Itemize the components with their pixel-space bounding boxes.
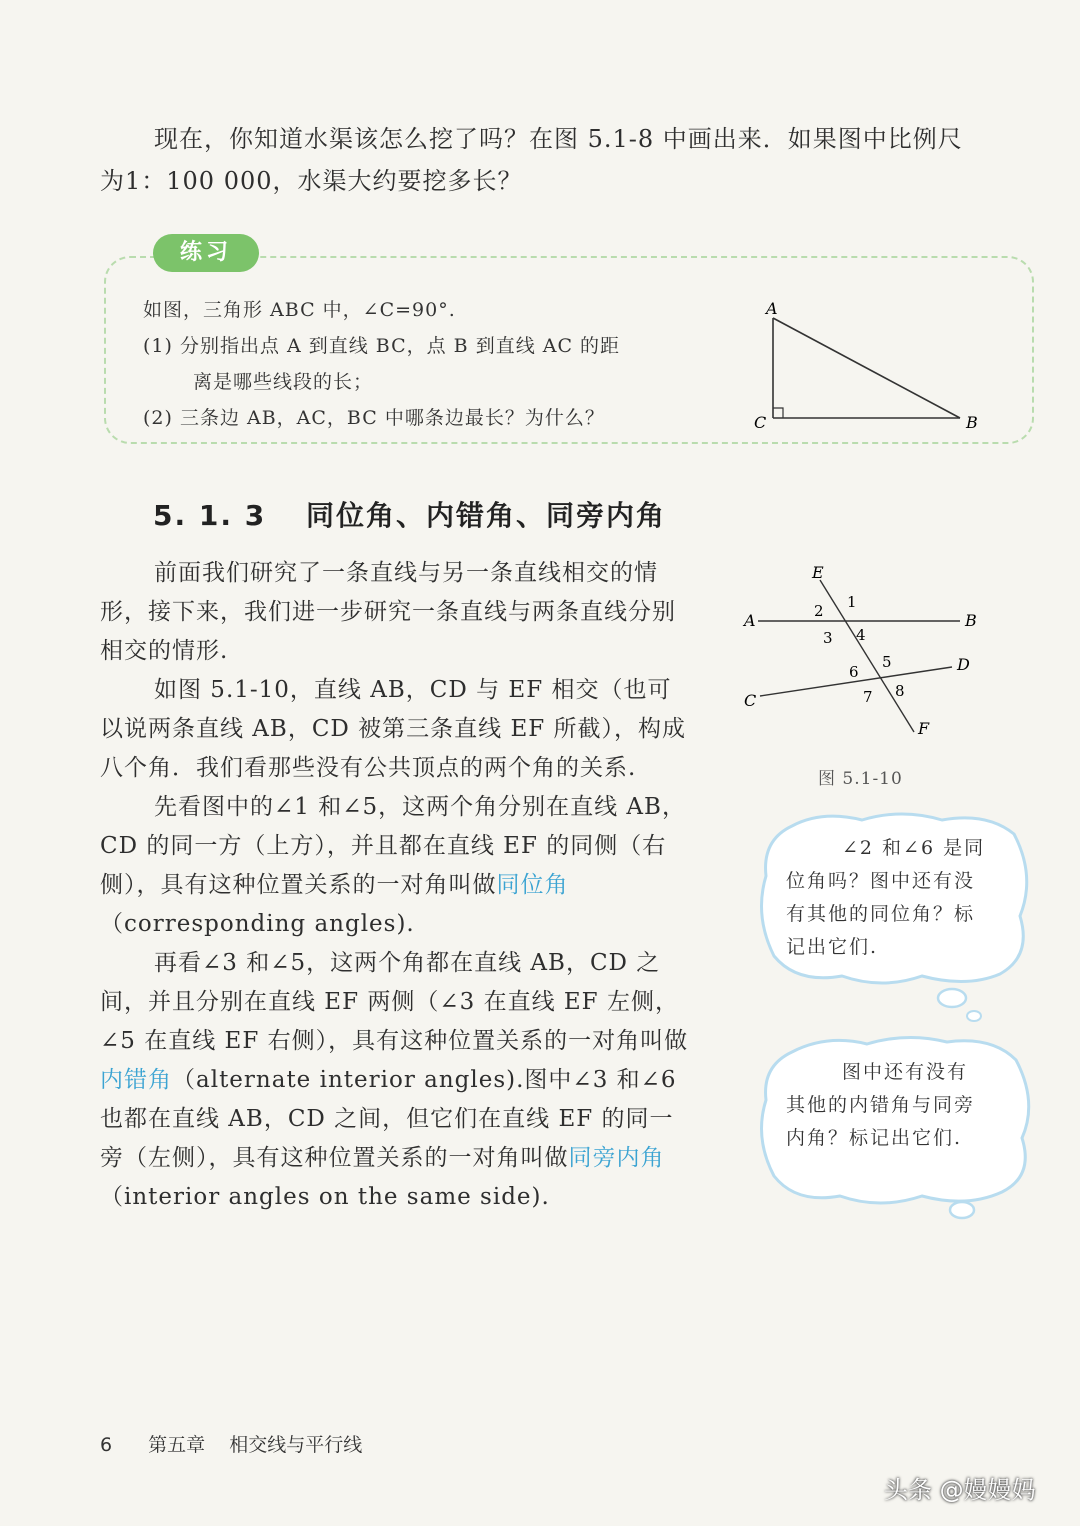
- p3-text: 先看图中的∠1 和∠5，这两个角分别在直线 AB，CD 的同一方（上方），并且都在直线 EF 的同侧（右侧），具有这种位置关系的一对角叫做: [100, 794, 686, 898]
- label-b: B: [965, 611, 977, 630]
- angle-5: 5: [882, 653, 892, 671]
- intro-line-2: 为1：100 000，水渠大约要挖多长？: [100, 167, 523, 195]
- angle-4: 4: [856, 626, 866, 644]
- label-f: F: [918, 719, 930, 738]
- exercise-badge: 练习: [153, 234, 259, 272]
- chapter-number: 第五章: [148, 1434, 206, 1456]
- angle-6: 6: [849, 663, 859, 681]
- p4-middle: （alternate interior angles).图中∠3 和∠6 也都在直线 AB，CD 之间，但它们在直线 EF 的同一旁（左侧），具有这种位置关系的一对角叫做: [100, 1067, 677, 1171]
- bubble-1-question: ∠2 和∠6 是同位角吗？图中还有没有其他的同位角？标记出它们.: [786, 837, 986, 958]
- exercise-text: [143, 292, 713, 436]
- label-e: E: [812, 563, 824, 582]
- angle-2: 2: [814, 602, 824, 620]
- label-a: A: [744, 611, 756, 630]
- label-c: C: [744, 691, 757, 710]
- body-paragraph-4: [100, 944, 692, 1217]
- exercise-q1-line2: 离是哪些线段的长；: [193, 371, 374, 393]
- triangle-label-b: B: [966, 413, 978, 432]
- triangle-figure: [748, 296, 988, 436]
- term-interior-angles-same-side: 同旁内角: [568, 1145, 665, 1171]
- p4-english: （interior angles on the same side).: [100, 1184, 550, 1210]
- exercise-q2: (2) 三条边 AB，AC，BC 中哪条边最长？为什么？: [143, 407, 605, 429]
- angle-3: 3: [823, 629, 833, 647]
- figure-caption: 图 5.1-10: [818, 769, 903, 789]
- section-title: [153, 494, 666, 534]
- triangle-label-a: A: [766, 299, 778, 318]
- angle-1: 1: [847, 593, 857, 611]
- intro-paragraph: [100, 118, 1050, 202]
- exercise-stem: 如图，三角形 ABC 中，∠C=90°.: [143, 299, 456, 321]
- term-corresponding-angles: 同位角: [496, 872, 569, 898]
- exercise-q1-line1: (1) 分别指出点 A 到直线 BC，点 B 到直线 AC 的距: [143, 335, 621, 357]
- angle-7: 7: [863, 688, 873, 706]
- body-paragraph-1: 前面我们研究了一条直线与另一条直线相交的情形，接下来，我们进一步研究一条直线与两条直线分别相交的情形.: [100, 560, 676, 664]
- page-footer: [100, 1430, 362, 1457]
- right-angle-mark: [773, 408, 783, 418]
- angle-8: 8: [895, 682, 905, 700]
- body-paragraph-2: 如图 5.1-10，直线 AB，CD 与 EF 相交（也可以说两条直线 AB，CD 被第三条直线 EF 所截），构成八个角．我们看那些没有公共顶点的两个角的关系.: [100, 677, 687, 781]
- chapter-title: 相交线与平行线: [229, 1434, 363, 1456]
- bubble-1-text: [786, 832, 986, 964]
- term-alternate-interior-angles: 内错角: [100, 1067, 172, 1093]
- intersecting-lines-figure: [740, 560, 990, 750]
- bubble-2-question: 图中还有没有其他的内错角与同旁内角？标记出它们.: [786, 1061, 976, 1149]
- watermark: 头条 @嫚嫚妈: [884, 1476, 1036, 1504]
- section-heading: 同位角、内错角、同旁内角: [305, 499, 666, 532]
- line-ef: [820, 580, 914, 732]
- body-text: [100, 554, 692, 1217]
- page-number: 6: [100, 1434, 113, 1456]
- body-paragraph-3: [100, 788, 692, 944]
- p3-english: （corresponding angles).: [100, 911, 415, 937]
- p4-text: 再看∠3 和∠5，这两个角都在直线 AB，CD 之间，并且分别在直线 EF 两侧（∠3 在直线 EF 左侧，∠5 在直线 EF 右侧），具有这种位置关系的一对角叫做: [100, 950, 689, 1054]
- intro-line-1: 现在，你知道水渠该怎么挖了吗？在图 5.1-8 中画出来．如果图中比例尺: [154, 125, 963, 153]
- label-d: D: [957, 655, 970, 674]
- bubble-2-text: [786, 1056, 986, 1155]
- section-number: 5. 1. 3: [153, 499, 267, 532]
- triangle-label-c: C: [754, 413, 767, 432]
